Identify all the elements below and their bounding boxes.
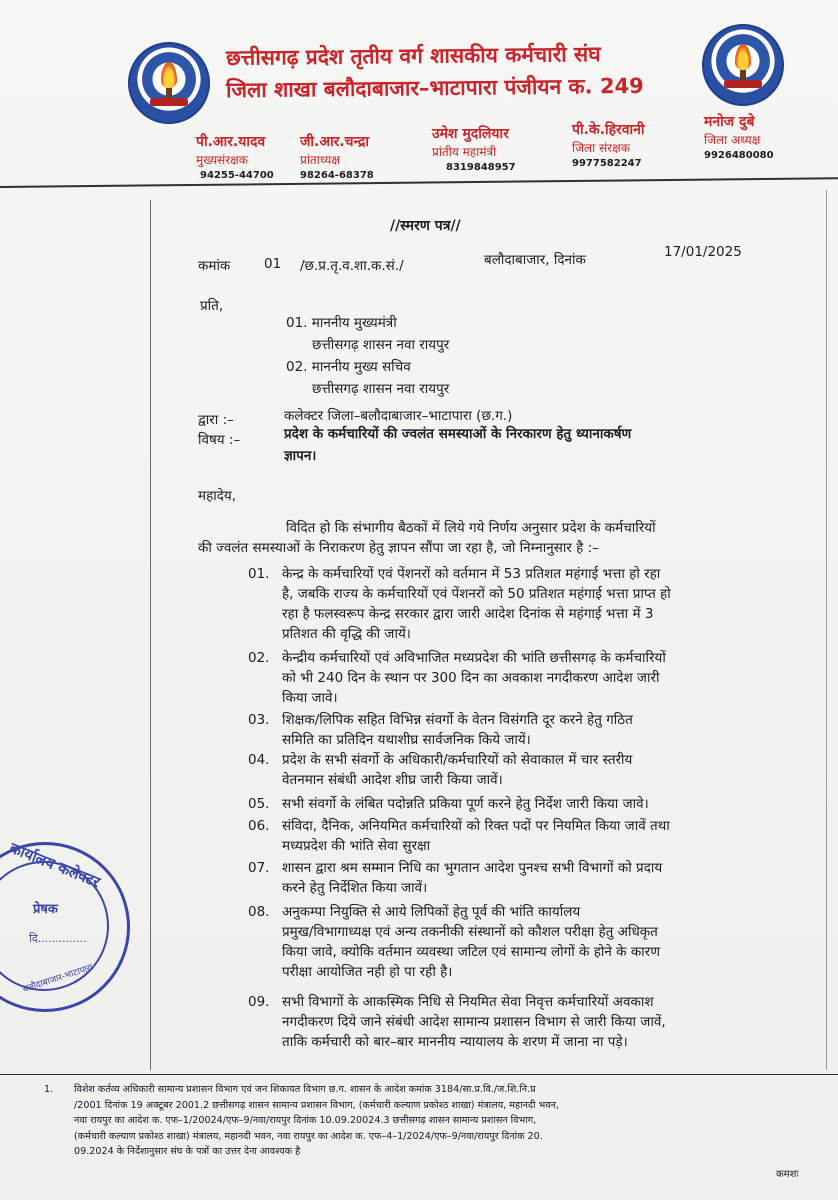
item-line: नगदीकरण दिये जाने संबंधी आदेश सामान्य प्रशासन विभाग से जारी किया जावें, (282, 1014, 666, 1030)
stamp-bottom-text: बलौदाबाजार-भाटापारा (21, 962, 95, 995)
footnote-number: 1. (44, 1084, 54, 1095)
officer-phone: 8319848957 (446, 162, 516, 173)
ref-label: कमांक (198, 258, 231, 274)
item-line: परीक्षा आयोजित नही हो पा रही है। (282, 964, 453, 980)
intro-line-1: विदित हो कि संभागीय बैठकों में लिये गये निर्णय अनुसार प्रदेश के कर्मचारियों (286, 520, 656, 536)
left-margin-line (150, 200, 151, 1070)
officer-phone: 98264-68378 (300, 170, 374, 181)
via-text: कलेक्टर जिला–बलौदाबाजार–भाटापारा (छ.ग.) (284, 408, 513, 424)
footnote-line: नवा रायपुर का आदेश क. एफ–1/20024/एफ–9/नवा/रायपुर दिनांक 10.09.20024.3 छत्तीसगढ़ शासन सामान्य प्रशासन विभाग, (74, 1115, 537, 1126)
header-divider (0, 177, 838, 188)
item-line: शिक्षक/लिपिक सहित विभिन्न संवर्गो के वेतन विसंगति दूर करने हेतु गठित (282, 712, 633, 728)
continued-mark: कमशः (776, 1169, 799, 1180)
item-line: है, जबकि राज्य के कर्मचारियों एवं पेंशनरों को 50 प्रतिशत महंगाई भत्ता प्राप्त हो (282, 586, 671, 602)
item-line: केन्द्रीय कर्मचारियों एवं अविभाजित मध्यप्रदेश की भांति छत्तीसगढ़ के कर्मचारियों (282, 650, 666, 666)
officer-2 (300, 132, 374, 181)
union-logo-right-icon (702, 24, 784, 106)
ref-number: 01 (264, 256, 282, 272)
officer-name: उमेश मुदलियार (432, 126, 509, 142)
officer-name: जी.आर.चन्द्रा (300, 134, 369, 150)
stamp-top-text: कार्यालय कलेक्टर (7, 838, 103, 892)
right-margin-line (826, 190, 827, 1070)
footnote-line: /2001 दिनांक 19 अक्टूबर 2001.2 छत्तीसगढ़ शासन सामान्य प्रशासन विभाग, (कर्मचारी कल्याण प्रकोश्ठ शाखा) मंत्रालय, महानदी भवन, (74, 1099, 560, 1111)
item-line: ताकि कर्मचारी को बार–बार माननीय न्यायालय के शरण में जाना ना पड़े। (282, 1034, 628, 1050)
item-line: प्रमुख/विभागाध्यक्ष एवं अन्य तकनीकी संस्थानों को कौशल परीक्षा हेतु अधिकृत (282, 924, 658, 940)
item-line: समिति का प्रतिदिन यथाशीघ्र सार्वजनिक किये जायें। (282, 732, 531, 748)
officer-name: पी.के.हिरवानी (572, 122, 645, 138)
subject-line-2: ज्ञापन। (284, 448, 317, 464)
stamp-date-line: दि.............. (29, 932, 87, 945)
intro-line-2: की ज्वलंत समस्याओं के निराकरण हेतु ज्ञापन सौंपा जा रहा है, जो निम्नानुसार है :– (198, 540, 599, 556)
item-number: 06. (248, 818, 270, 834)
recipient-2-title: 02. माननीय मुख्य सचिव (286, 359, 411, 375)
officer-phone: 9926480080 (704, 150, 774, 161)
item-number: 03. (248, 712, 270, 728)
item-line: शासन द्वारा श्रम सम्मान निधि का भुगतान आदेश पुनश्च सभी विभागों को प्रदाय (282, 860, 663, 876)
officer-designation: प्रांतीय महामंत्री (432, 145, 497, 159)
item-line: किया जावे। (282, 690, 338, 706)
item-number: 01. (248, 566, 270, 582)
officer-5 (704, 112, 774, 161)
letter-date: 17/01/2025 (664, 244, 742, 260)
ref-code: /छ.प्र.तृ.व.शा.क.सं./ (300, 258, 404, 274)
officer-4 (572, 120, 645, 169)
item-line: वेतनमान संबंधी आदेश शीघ्र जारी किया जावें। (282, 772, 503, 788)
footer-divider (0, 1074, 838, 1075)
stamp-sender-label: प्रेषक (33, 902, 58, 917)
item-line: सभी विभागों के आकस्मिक निधि से नियमित सेवा निवृत्त कर्मचारियों अवकाश (282, 994, 654, 1010)
officer-1 (196, 132, 274, 181)
officer-designation: प्रांताध्यक्ष (300, 153, 340, 167)
officer-name: मनोज दुबे (704, 114, 755, 130)
recipient-1-office: छत्तीसगढ़ शासन नवा रायपुर (312, 337, 450, 353)
letter-heading: //स्मरण पत्र// (390, 218, 461, 234)
subject-label: विषय :– (198, 432, 241, 448)
item-line: केन्द्र के कर्मचारियों एवं पेंशनरों को वर्तमान में 53 प्रतिशत महंगाई भत्ता हो रहा (282, 566, 661, 582)
union-logo-left-icon (128, 42, 210, 124)
item-line: सभी संवर्गो के लंबित पदोन्नति प्रकिया पूर्ण करने हेतु निर्देश जारी किया जावे। (282, 796, 649, 812)
org-subtitle: जिला शाखा बलौदाबाजार–भाटापारा पंजीयन क. 249 (225, 73, 644, 103)
officer-3 (432, 124, 516, 173)
officer-phone: 94255-44700 (200, 170, 274, 181)
officer-designation: मुख्यसंरक्षक (196, 153, 248, 167)
subject-line-1: प्रदेश के कर्मचारियों की ज्वलंत समस्याओं के निरकारण हेतु ध्यानाकर्षण (284, 426, 632, 442)
officer-designation: जिला अध्यक्ष (704, 133, 761, 147)
item-line: संविदा, दैनिक, अनियमित कर्मचारियों को रिक्त पदों पर नियमित किया जावें तथा (282, 818, 670, 834)
footnote-line: (कर्मचारी कल्याण प्रकोश्ठ शाखा) मंत्रालय, महानदी भवन, नवा रायपुर का आदेश क. एफ–4–1/2024/एफ–9/नवा/रायपुर दिनांक 20. (74, 1130, 543, 1142)
footnote-line: विशेश कर्तव्य अधिकारी सामान्य प्रशासन विभाग एवं जन शिकायत विभाग छ.ग. शासन के आदेश कमांक 3184/सा.प्र.वि./ज.शि.नि.प्र (74, 1084, 536, 1095)
item-line: रहा है फलस्वरूप केन्द्र सरकार द्वारा जारी आदेश दिनांक से महंगाई भत्ता में 3 (282, 606, 654, 622)
salutation: महादेय, (198, 488, 237, 504)
recipient-2-office: छत्तीसगढ़ शासन नवा रायपुर (312, 381, 450, 397)
item-line: करने हेतु निर्देशित किया जावें। (282, 880, 428, 896)
item-line: अनुकम्पा नियुक्ति से आये लिपिकों हेतु पूर्व की भांति कार्यालय (282, 904, 581, 920)
item-number: 09. (248, 994, 270, 1010)
item-line: मध्यप्रदेश की भांति सेवा सुरक्षा (282, 838, 431, 854)
footnote-line: 09.2024 के निर्देशानुसार संघ के पत्रों का उत्तर देना आवश्यक है (74, 1146, 301, 1157)
recipient-1-title: 01. माननीय मुख्यमंत्री (286, 315, 397, 331)
item-number: 04. (248, 752, 270, 768)
item-line: किया जावे, क्योकि वर्तमान व्यवस्था जटिल एवं सामान्य लोगों के होने के कारण (282, 944, 660, 960)
item-number: 05. (248, 796, 270, 812)
place-date-label: बलौदाबाजार, दिनांक (484, 252, 586, 268)
item-line: प्रदेश के सभी संवर्गो के अधिकारी/कर्मचारियों को सेवाकाल में चार स्तरीय (282, 752, 633, 768)
item-number: 02. (248, 650, 270, 666)
office-stamp (0, 838, 130, 1012)
officer-designation: जिला संरक्षक (572, 141, 630, 155)
item-line: को भी 240 दिन के स्थान पर 300 दिन का अवकाश नगदीकरण आदेश जारी (282, 670, 660, 686)
recipients-block (286, 312, 449, 400)
org-title: छत्तीसगढ़ प्रदेश तृतीय वर्ग शासकीय कर्मचारी संघ (225, 42, 601, 70)
item-line: प्रतिशत की वृद्धि की जायें। (282, 626, 411, 642)
via-label: द्वारा :– (198, 412, 234, 428)
item-number: 08. (248, 904, 270, 920)
officer-name: पी.आर.यादव (196, 134, 266, 150)
officer-phone: 9977582247 (572, 158, 642, 169)
to-label: प्रति, (200, 298, 224, 314)
item-number: 07. (248, 860, 270, 876)
